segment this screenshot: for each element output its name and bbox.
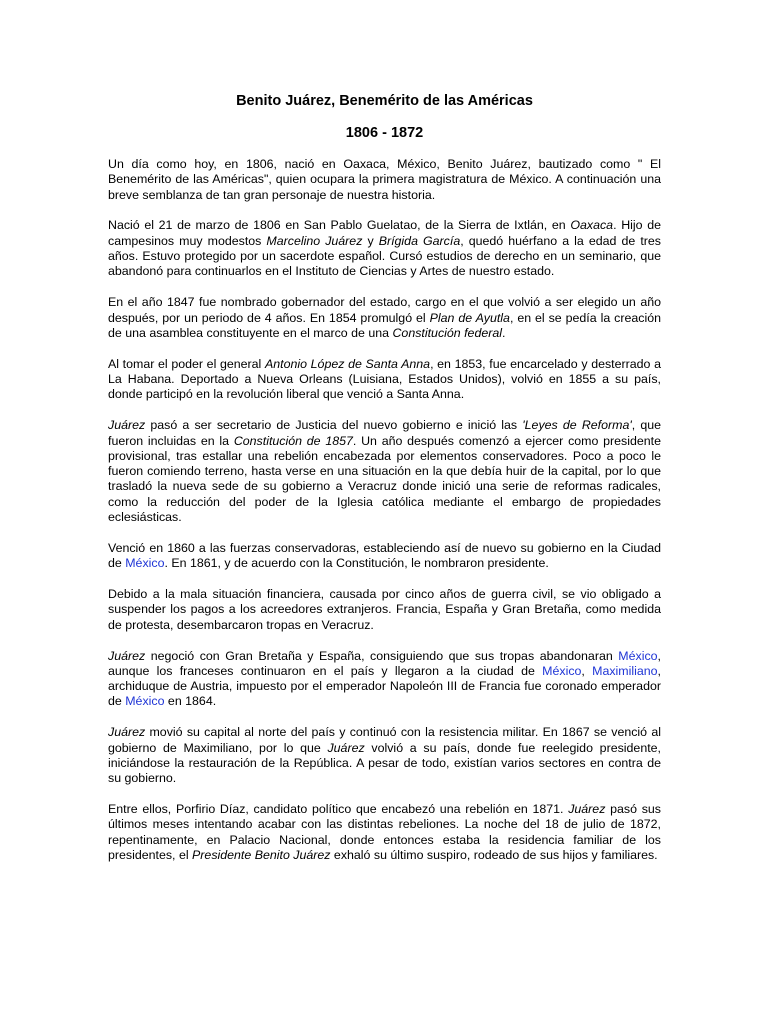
- link-maximiliano[interactable]: Maximiliano: [592, 663, 658, 678]
- italic-run: Presidente Benito Juárez: [192, 848, 331, 863]
- text-run: , quedó huérfano a la edad de tres años. Estuvo protegido por un sacerdote español. Cursó estudios de derecho en un seminario, que abandonó para continuarlos en el Instituto de Ciencias y Artes de nuestro estado.: [108, 233, 661, 279]
- paragraph-7: [108, 587, 661, 633]
- text-run: volvió a su país, donde fue reelegido presidente, iniciándose la restauración de la República. A pesar de todo, existían varios sectores en contra de su gobierno.: [108, 740, 661, 786]
- text-run: y: [362, 233, 379, 248]
- italic-run: Oaxaca: [570, 218, 614, 233]
- italic-run: Antonio López de Santa Anna: [264, 356, 431, 371]
- document-dates: 1806 - 1872: [345, 125, 424, 141]
- text-run: Entre ellos, Porfirio Díaz, candidato político que encabezó una rebelión en 1871.: [108, 802, 569, 817]
- italic-run: Plan de Ayutla: [429, 310, 510, 325]
- text-run: pasó a ser secretario de Justicia del nuevo gobierno e inició las: [145, 418, 523, 433]
- link-mexico[interactable]: México: [618, 648, 658, 663]
- document-title: Benito Juárez, Benemérito de las Américas: [236, 93, 533, 109]
- italic-run: Juárez: [108, 648, 146, 663]
- text-run: . Un año después comenzó a ejercer como presidente provisional, tras estallar una rebelión encabezada por elementos conservadores. Poco a poco le fueron comiendo terreno, hasta verse en una situación en la que debía huir de la capital, por lo que trasladó la nueva sede de su gobierno a Veracruz donde inició una serie de reformas radicales, como la reducción del poder de la Iglesia católica mediante el embargo de propiedades eclesiásticas.: [108, 433, 661, 525]
- text-run: Nació el 21 de marzo de 1806 en San Pablo Guelatao, de la Sierra de Ixtlán, en: [108, 218, 571, 233]
- italic-run: Juárez: [327, 740, 365, 755]
- italic-run: Brígida García: [378, 233, 461, 248]
- paragraph-2: [108, 218, 661, 279]
- italic-run: Juárez: [568, 802, 606, 817]
- text-run: Debido a la mala situación financiera, causada por cinco años de guerra civil, se vio obligado a suspender los pagos a los acreedores extranjeros. Francia, España y Gran Bretaña, como medida de protesta, desembarcaron tropas en Veracruz.: [108, 587, 661, 632]
- text-run: , archiduque de Austria, impuesto por el emperador Napoleón III de Francia fue coronado emperador de: [108, 663, 661, 709]
- text-run: , que fueron incluidas en la: [108, 418, 661, 448]
- text-run: , en el se pedía la creación de una asamblea constituyente en el marco de una: [108, 310, 661, 340]
- text-run: , aunque los franceses continuaron en el país y llegaron a la ciudad de: [108, 648, 661, 678]
- text-run: Venció en 1860 a las fuerzas conservadoras, estableciendo así de nuevo su gobierno en la Ciudad de: [108, 540, 661, 571]
- document-page: [108, 92, 661, 879]
- text-run: Al tomar el poder el general: [108, 356, 265, 371]
- text-run: Un día como hoy, en 1806, nació en Oaxaca, México, Benito Juárez, bautizado como " El Benemérito de las Américas", quien ocupara la primera magistratura de México. A continuación una breve semblanza de tan gran personaje de nuestra historia.: [108, 157, 661, 202]
- text-run: movió su capital al norte del país y continuó con la resistencia militar. En 1867 se venció al gobierno de Maximiliano, por lo que: [108, 725, 661, 755]
- text-run: En el año 1847 fue nombrado gobernador del estado, cargo en el que volvió a ser elegido un año después, por un periodo de 4 años. En 1854 promulgó el: [108, 295, 661, 325]
- paragraph-3: [108, 295, 661, 341]
- link-mexico[interactable]: México: [542, 663, 582, 678]
- paragraph-1: [108, 157, 661, 203]
- italic-run: Marcelino Juárez: [266, 233, 363, 248]
- text-run: .: [502, 325, 506, 340]
- paragraph-10: [108, 802, 661, 863]
- italic-run: Juárez: [108, 418, 146, 433]
- text-run: pasó sus últimos meses intentando acabar con las distintas rebeliones. La noche del 18 de julio de 1872, repentinamente, en Palacio Nacional, donde entonces estaba la residencia familiar de los presidentes, el: [108, 802, 661, 863]
- italic-run: Juárez: [108, 725, 146, 740]
- text-run: en 1864.: [164, 694, 217, 709]
- text-run: negoció con Gran Bretaña y España, consiguiendo que sus tropas abandonaran: [145, 648, 619, 663]
- italic-run: 'Leyes de Reforma': [522, 418, 632, 433]
- paragraph-8: [108, 649, 661, 710]
- link-mexico[interactable]: México: [125, 556, 165, 571]
- text-run: exhaló su último suspiro, rodeado de sus hijos y familiares.: [330, 848, 658, 863]
- document-body: [108, 157, 661, 863]
- text-run: . En 1861, y de acuerdo con la Constitución, le nombraron presidente.: [164, 556, 549, 571]
- paragraph-4: [108, 357, 661, 403]
- text-run: ,: [581, 663, 593, 678]
- text-run: . Hijo de campesinos muy modestos: [108, 218, 661, 248]
- italic-run: Constitución federal: [392, 325, 502, 340]
- italic-run: Constitución de 1857: [233, 433, 353, 448]
- paragraph-9: [108, 725, 661, 786]
- text-run: , en 1853, fue encarcelado y desterrado a La Habana. Deportado a Nueva Orleans (Luisiana, Estados Unidos), volvió en 1855 a su país, donde participó en la revolución liberal que venció a Santa Anna.: [108, 356, 661, 402]
- link-mexico[interactable]: México: [125, 694, 165, 709]
- paragraph-5: [108, 418, 661, 525]
- paragraph-6: [108, 541, 661, 572]
